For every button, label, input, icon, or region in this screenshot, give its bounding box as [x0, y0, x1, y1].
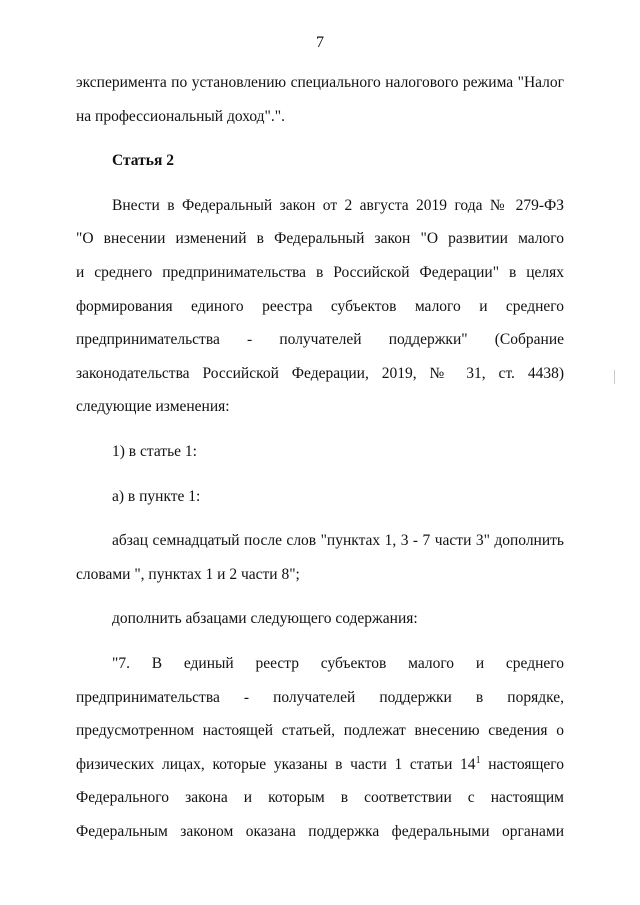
paragraph-gap — [76, 133, 564, 144]
text-line: предусмотренном настоящей статьей, подлежат внесению сведения о — [76, 722, 564, 740]
text-line: "О внесении изменений в Федеральный закон "О развитии малого — [76, 230, 564, 248]
text-line: предпринимательства - получателей поддержки" (Собрание — [76, 331, 564, 349]
paragraph-gap — [76, 591, 564, 602]
page-number: 7 — [316, 34, 324, 51]
margin-scan-mark — [614, 370, 615, 384]
text-line: эксперимента по установлению специального налогового режима "Налог — [76, 74, 564, 91]
text-line: абзац семнадцатый после слов "пунктах 1, 3 - 7 части 3" дополнить — [112, 532, 564, 550]
paragraph-gap — [76, 178, 564, 189]
text-line: Внести в Федеральный закон от 2 августа 2019 года № 279-ФЗ — [112, 196, 564, 214]
text-fragment: физических лицах, которые указаны в части 1 статьи 14 — [76, 755, 476, 773]
text-line: предпринимательства - получателей поддержки в порядке, — [76, 688, 564, 706]
list-item-1: 1) в статье 1: — [112, 442, 197, 460]
paragraph-experiment-end — [76, 66, 564, 133]
paragraph-gap — [76, 513, 564, 524]
paragraph-gap — [76, 469, 564, 480]
article-heading: Статья 2 — [112, 152, 174, 170]
text-line: и среднего предпринимательства в Российской Федерации" в целях — [76, 263, 564, 281]
document-body — [76, 66, 564, 848]
paragraph-add-abzacs: дополнить абзацами следующего содержания: — [112, 610, 418, 628]
paragraph-amend-law — [76, 189, 564, 424]
text-line: Федерального закона и которым в соответствии с настоящим — [76, 789, 564, 807]
text-fragment: настоящего — [480, 755, 564, 773]
paragraph-gap — [76, 636, 564, 647]
paragraph-point-7 — [76, 647, 564, 849]
text-line: формирования единого реестра субъектов малого и среднего — [76, 297, 564, 315]
text-line: "7. В единый реестр субъектов малого и среднего — [112, 654, 564, 672]
superscript: 1 — [475, 754, 481, 766]
text-line: законодательства Российской Федерации, 2019, № 31, ст. 4438) — [76, 364, 564, 382]
text-line-with-superscript — [76, 748, 564, 782]
text-line: Федеральным законом оказана поддержка федеральными органами — [76, 822, 564, 840]
paragraph-gap — [76, 424, 564, 435]
text-line: следующие изменения: — [76, 398, 230, 416]
list-item-1a: а) в пункте 1: — [112, 487, 201, 505]
text-line: словами ", пунктах 1 и 2 части 8"; — [76, 565, 300, 583]
paragraph-abzac — [76, 524, 564, 591]
text-line: на профессиональный доход".". — [76, 107, 285, 125]
